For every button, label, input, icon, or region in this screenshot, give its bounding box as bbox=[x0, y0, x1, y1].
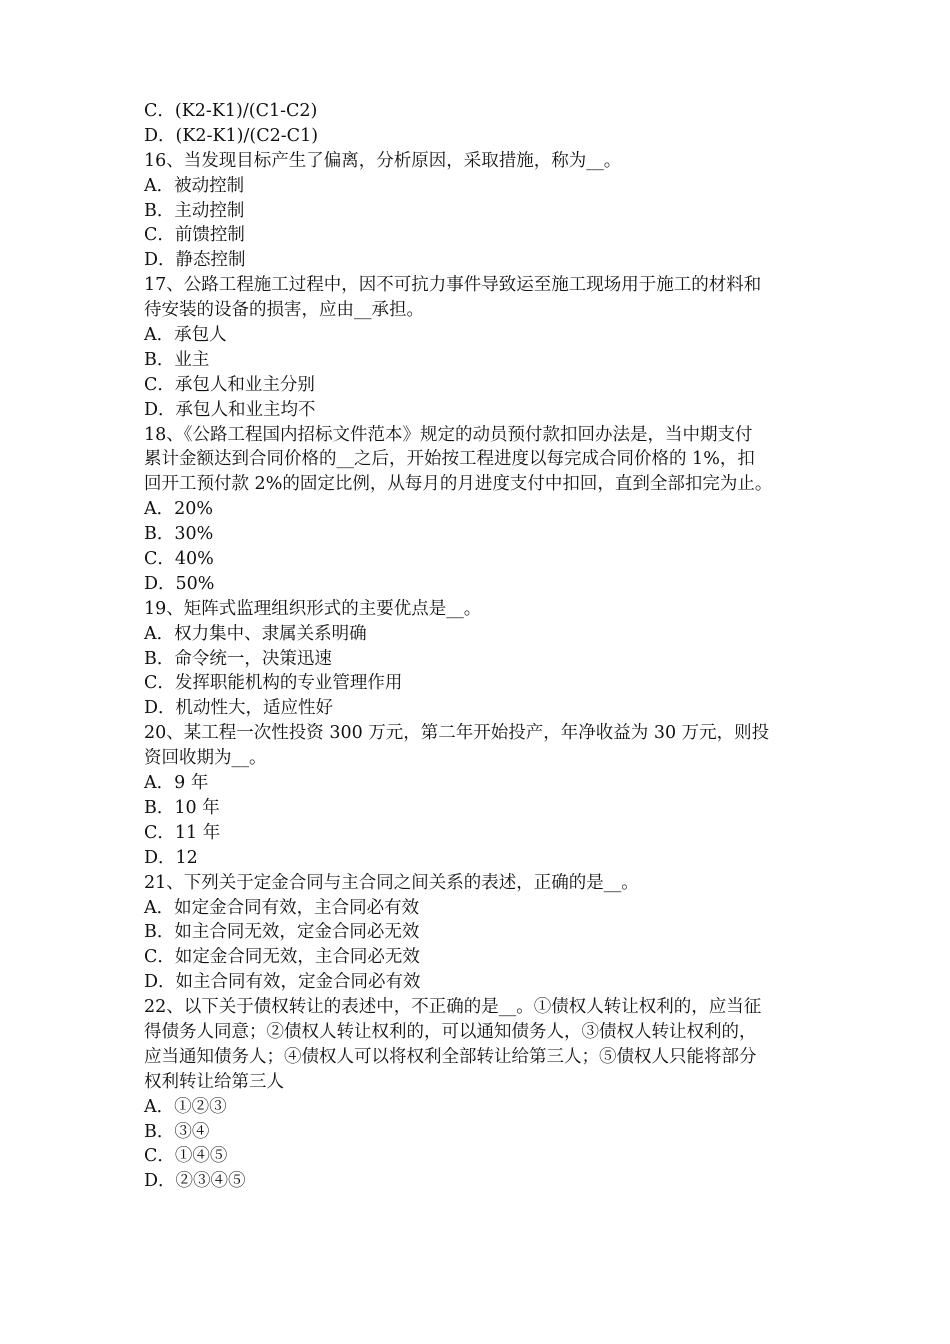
question-block bbox=[144, 995, 816, 1194]
question-block bbox=[144, 149, 816, 273]
option-line: D．承包人和业主均不 bbox=[144, 399, 316, 420]
question-stem-line: 22、以下关于债权转让的表述中，不正确的是__。①债权人转让权利的，应当征 bbox=[144, 997, 762, 1018]
option-line: D．50% bbox=[144, 573, 215, 594]
question-stem-line: 待安装的设备的损害，应由__承担。 bbox=[144, 300, 424, 321]
document-page bbox=[144, 99, 816, 1194]
option-line: D．②③④⑤ bbox=[144, 1171, 246, 1192]
question-stem-line: 19、矩阵式监理组织形式的主要优点是__。 bbox=[144, 598, 482, 619]
option-line: A．承包人 bbox=[144, 325, 227, 346]
question-stem-line: 16、当发现目标产生了偏离，分析原因，采取措施，称为__。 bbox=[144, 150, 622, 171]
question-stem-line: 资回收期为__。 bbox=[144, 748, 267, 769]
option-line: A．①②③ bbox=[144, 1096, 227, 1117]
option-line: B．业主 bbox=[144, 349, 210, 370]
option-line: C．11 年 bbox=[144, 822, 221, 843]
option-line: C．承包人和业主分别 bbox=[144, 374, 315, 395]
option-line: A．权力集中、隶属关系明确 bbox=[144, 623, 367, 644]
option-line: B．如主合同无效，定金合同必无效 bbox=[144, 922, 420, 943]
option-line: B．主动控制 bbox=[144, 200, 245, 221]
option-line: A．被动控制 bbox=[144, 175, 245, 196]
question-stem-line: 18、《公路工程国内招标文件范本》规定的动员预付款扣回办法是，当中期支付 bbox=[144, 424, 753, 445]
question-block bbox=[144, 597, 816, 721]
option-line: C．前馈控制 bbox=[144, 225, 245, 246]
option-line: B．命令统一，决策迅速 bbox=[144, 648, 332, 669]
question-block bbox=[144, 721, 816, 870]
question-stem-line: 20、某工程一次性投资 300 万元，第二年开始投产，年净收益为 30 万元，则投 bbox=[144, 723, 770, 744]
question-block bbox=[144, 423, 816, 597]
question-list bbox=[144, 149, 816, 1194]
option-line: C．40% bbox=[144, 549, 214, 570]
option-line: B．10 年 bbox=[144, 797, 220, 818]
option-line: D．如主合同有效，定金合同必有效 bbox=[144, 972, 421, 993]
option-line: A．20% bbox=[144, 499, 214, 520]
question-stem-line: 21、下列关于定金合同与主合同之间关系的表述，正确的是__。 bbox=[144, 872, 639, 893]
question-block bbox=[144, 871, 816, 995]
question-stem-line: 得债务人同意；②债权人转让权利的，可以通知债务人，③债权人转让权利的， bbox=[144, 1021, 757, 1042]
question-stem-line: 权利转让给第三人 bbox=[144, 1071, 284, 1092]
question-stem-line: 17、公路工程施工过程中，因不可抗力事件导致运至施工现场用于施工的材料和 bbox=[144, 275, 762, 296]
question-stem-line: 应当通知债务人；④债权人可以将权利全部转让给第三人；⑤债权人只能将部分 bbox=[144, 1046, 757, 1067]
option-line: D．静态控制 bbox=[144, 250, 246, 271]
question-stem-line: 累计金额达到合同价格的__之后，开始按工程进度以每完成合同价格的 1%，扣 bbox=[144, 449, 755, 470]
option-line: B．30% bbox=[144, 524, 214, 545]
option-line: C．(K2-K1)/(C1-C2) bbox=[144, 101, 318, 121]
option-line: A．如定金合同有效，主合同必有效 bbox=[144, 897, 420, 918]
option-line: B．③④ bbox=[144, 1121, 210, 1142]
option-line: D．(K2-K1)/(C2-C1) bbox=[144, 125, 319, 146]
option-line: D．12 bbox=[144, 847, 198, 868]
option-line: C．如定金合同无效，主合同必无效 bbox=[144, 947, 420, 968]
question-block bbox=[144, 273, 816, 422]
option-line: C．①④⑤ bbox=[144, 1146, 228, 1167]
question-stem-line: 回开工预付款 2%的固定比例，从每月的月进度支付中扣回，直到全部扣完为止。 bbox=[144, 474, 773, 495]
option-line: A．9 年 bbox=[144, 773, 209, 794]
option-line: D．机动性大，适应性好 bbox=[144, 698, 334, 719]
lead-options bbox=[144, 99, 816, 149]
option-line: C．发挥职能机构的专业管理作用 bbox=[144, 673, 403, 694]
